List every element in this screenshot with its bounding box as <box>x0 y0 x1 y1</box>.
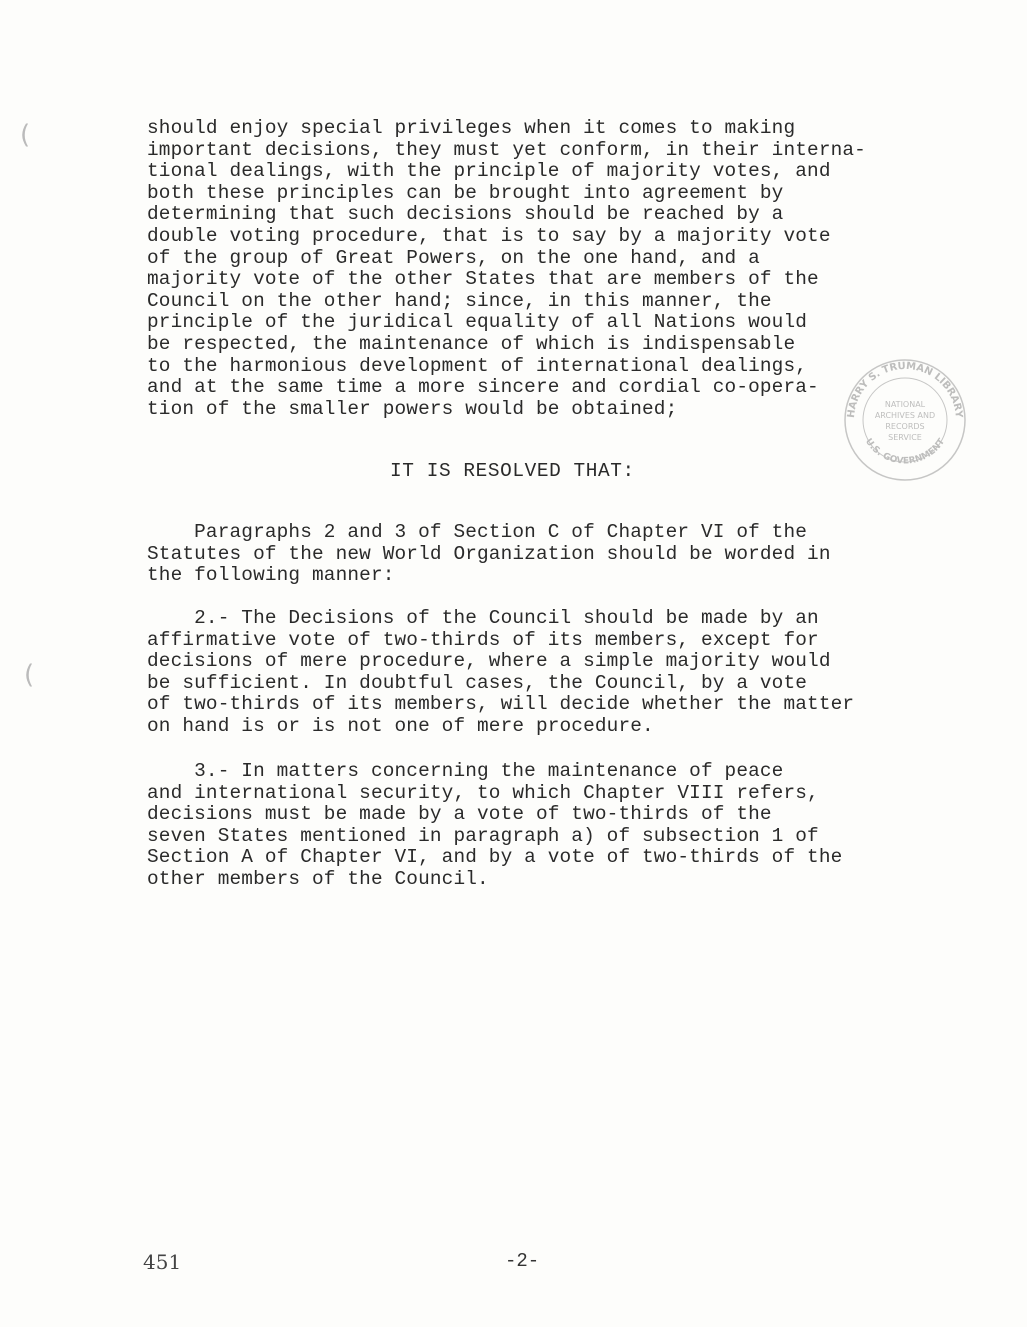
paragraph-item-2 <box>147 608 854 738</box>
text-line: principle of the juridical equality of all Nations would <box>147 311 808 334</box>
text-line: decisions of mere procedure, where a simple majority would <box>147 650 831 673</box>
stamp-line-2: ARCHIVES AND <box>874 411 936 420</box>
text-line: of two-thirds of its members, will decide whether the matter <box>147 693 855 716</box>
stamp-bottom-text: U.S. GOVERNMENT <box>862 437 948 467</box>
page-number: -2- <box>505 1250 540 1272</box>
archive-stamp <box>840 355 970 485</box>
text-line: tional dealings, with the principle of majority votes, and <box>147 160 831 183</box>
text-line: the following manner: <box>147 564 395 587</box>
text-line: Paragraphs 2 and 3 of Section C of Chapter VI of the <box>147 521 808 543</box>
text-line: decisions must be made by a vote of two-thirds of the <box>147 803 772 826</box>
text-line: of the group of Great Powers, on the one hand, and a <box>147 246 760 269</box>
text-line: seven States mentioned in paragraph a) of subsection 1 of <box>147 824 819 847</box>
text-line: tion of the smaller powers would be obtained; <box>147 397 678 420</box>
text-line: other members of the Council. <box>147 867 489 890</box>
text-line: should enjoy special privileges when it comes to making <box>147 117 796 139</box>
resolution-heading: IT IS RESOLVED THAT: <box>390 460 635 482</box>
text-line: Statutes of the new World Organization should be worded in <box>147 542 831 565</box>
text-line: determining that such decisions should be reached by a <box>147 203 784 226</box>
binder-hole-mark-bottom: ( <box>24 660 35 690</box>
text-line: 3.- In matters concerning the maintenance of peace <box>147 760 784 782</box>
text-line: double voting procedure, that is to say by a majority vote <box>147 224 831 247</box>
paragraph-item-3 <box>147 761 842 891</box>
text-line: important decisions, they must yet conform, in their interna- <box>147 138 866 161</box>
paragraph-preamble <box>147 118 866 420</box>
text-line: both these principles can be brought into agreement by <box>147 181 784 204</box>
text-line: affirmative vote of two-thirds of its members, except for <box>147 628 819 651</box>
archive-number: 451 <box>143 1250 182 1274</box>
text-line: majority vote of the other States that are members of the <box>147 268 819 291</box>
stamp-line-3: RECORDS <box>885 422 925 431</box>
stamp-line-1: NATIONAL <box>884 400 926 409</box>
text-line: on hand is or is not one of mere procedure. <box>147 714 654 737</box>
binder-hole-mark-top: ( <box>20 120 31 150</box>
text-line: be sufficient. In doubtful cases, the Council, by a vote <box>147 671 808 694</box>
paragraph-resolution-intro <box>147 522 831 587</box>
text-line: be respected, the maintenance of which is indispensable <box>147 332 796 355</box>
text-line: Section A of Chapter VI, and by a vote of two-thirds of the <box>147 846 843 869</box>
text-line: Council on the other hand; since, in this manner, the <box>147 289 772 312</box>
text-line: 2.- The Decisions of the Council should be made by an <box>147 607 819 629</box>
stamp-outer-text: HARRY S. TRUMAN LIBRARY <box>845 360 965 419</box>
stamp-line-4: SERVICE <box>888 433 922 442</box>
text-line: to the harmonious development of international dealings, <box>147 354 808 377</box>
text-line: and international security, to which Chapter VIII refers, <box>147 781 819 804</box>
text-line: and at the same time a more sincere and cordial co-opera- <box>147 376 819 399</box>
